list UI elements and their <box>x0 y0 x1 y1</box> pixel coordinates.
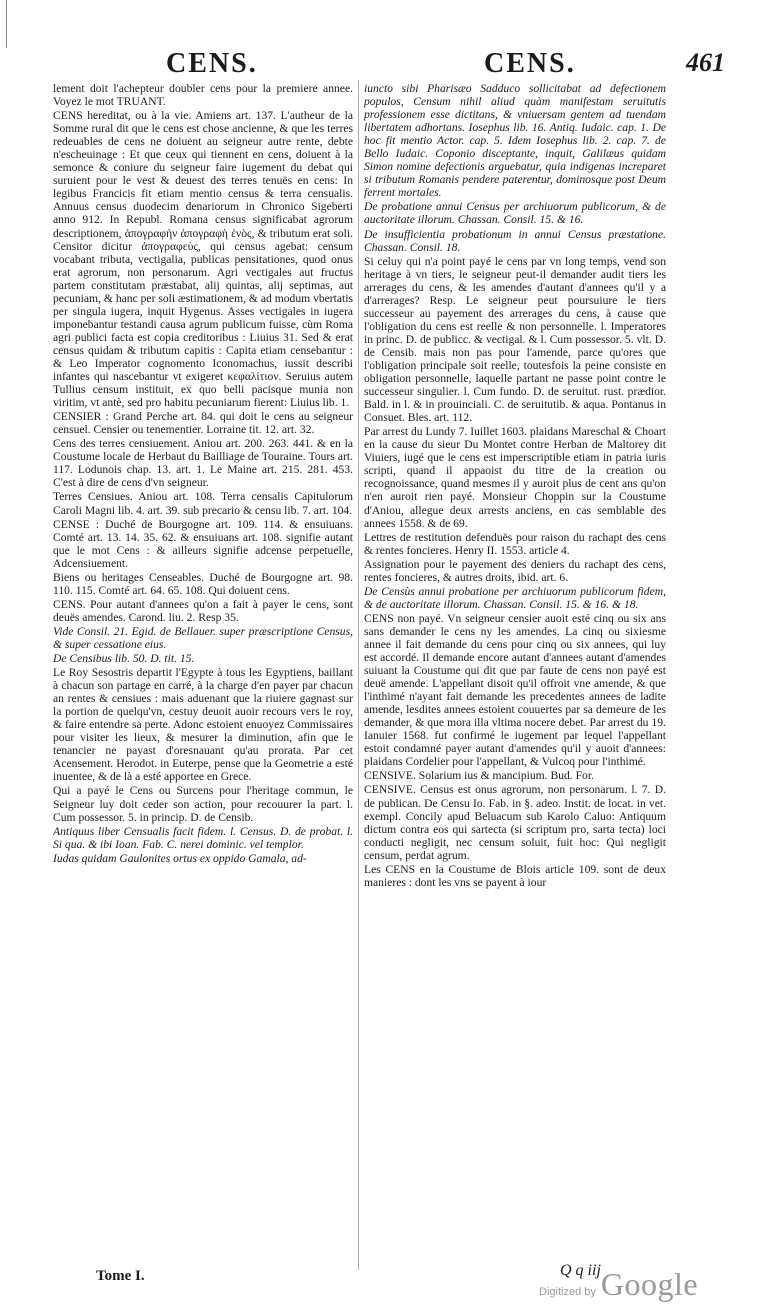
paragraph: CENS non payé. Vn seigneur censier auoit esté cinq ou six ans sans demander le cens ny les amendes. La cinq ou sixiesme annee il fait demande du cens pour cinq ou six annees, qui luy est accordé. Il demande encore autant d'annees autant d'amendes suiuant la Coustume qui dit que par faute de cens non payé est deuë amende. L'appellant disoit qu'il offroit vne amende, & que l'inthimé n'ayant fait demande les precedentes annees de ladite amende, lesdites annees estoient couuertes par sa demeure de les demander, & que mora illa vltima nocere debet. Par arrest du 19. Ianuier 1568. fut confirmé le iugement par lequel l'appellant estoit condamné payer autant d'amendes qu'il y auoit d'annees: plaidans Cordelier pour l'appellant, & Vulcoq pour l'inthimé. <box>364 611 666 769</box>
paragraph: CENSIER : Grand Perche art. 84. qui doit le cens au seigneur censuel. Censier ou tenementier. Lorraine tit. 12. art. 32. <box>53 410 353 437</box>
paragraph: Biens ou heritages Censeables. Duché de Bourgogne art. 98. 110. 115. Comté art. 64. 65. 108. Qui doiuent cens. <box>53 570 353 597</box>
paragraph: Si celuy qui n'a point payé le cens par vn long temps, vend son heritage à vn tiers, le seigneur peut-il demander audit tiers les arrerages du cens, & les amendes d'autant d'annees qu'il y a d'arrerages? Resp. Le seigneur peut poursuiure le tiers successeur au payement des arrerages du cens, à cause que l'obligation du cens est reelle & non personnelle. l. Imperatores in princ. D. de publicc. & vectigal. & l. Cum possessor. 5. vlt. D. de Censib. mais non pas pour l'amende, parce qu'ores que l'obligation principale soit reelle, toutesfois la peine consiste en obligation personnelle, laquelle partant ne passe point contre le successeur singulier. l. Cum fundo. D. de seruitut. rust. prædior. Bald. in l. & in prouinciali. C. de seruitutib. & aqua. Pontanus in Consuet. Bles. art. 112. <box>364 254 666 425</box>
paragraph: Vide Consil. 21. Egid. de Bellauer. super præscriptione Census, & super cessatione eius. <box>53 624 353 651</box>
right-running-head: CENS. <box>484 48 576 79</box>
paragraph: CENSIVE. Solarium ius & mancipium. Bud. For. <box>364 769 594 783</box>
paragraph: CENS hereditat, ou à la vie. Amiens art. 137. L'autheur de la Somme rural dit que le cens est chose ancienne, & que les terres redeuables de cens ne doiuent au seigneur autre rente, debte n'escheuinage : Et que ceux qui tiennent en cens, doiuent à la semonce & coniure du seigneur faire iugement du debat qui suruient pour le vest & deuest des terres tenuës en cens: In legibus Francicis fit etiam mentio census & terra censualis. Annuus census duodecim denariorum in Chronico Sigeberti anno 912. In Republ. Romana census significabat agrorum descriptionem, ἀπογραφὴν ἀπογραφὴ ἐνὸς, & tributum erat soli. Censitor dicitur ἀπογραφεὺς, qui census agebat: censum vocabant tributa, vectigalia, publicas pensitationes, quod onus erat agrorum, non personarum. Agri vectigales aut fructus partem constitutam præstabat, alij quintas, alij septimas, aut pecuniam, & hanc per soli æstimationem, & ad modum vbertatis per singula iugera, inquit Hygenus. Asses vectigales in iugera imponebantur testandi causa agrum publicum fuisse, cùm Roma agri publici facta est copia creditoribus : Liuius 31. Sed & erat census quidam & tributum capitis : Capita etiam censebantur : & Leo Imperator cognomento Iconomachus, iussit describi infantes qui nascebantur vt exigeret κεφαλίτιον. Seruius autem Tullius censum instituit, ex quo belli pacisque munia non viritim, vt antè, sed pro habitu pecuniarum fierent: Liuius lib. 1. <box>53 109 353 410</box>
page-number: 461 <box>686 48 725 77</box>
left-column <box>53 82 353 1272</box>
paragraph: De probatione annui Census per archiuorum publicorum, & de auctoritate illorum. Chassan. Consil. 15. & 16. <box>364 200 666 227</box>
paragraph: iuncto sibi Pharisæo Sadduco sollicitabat ad defectionem populos, Censum nihil aliud quàm manifestam seruitutis professionem esse dictitans, & vniuersam gentem ad tuendam libertatem adhortans. Iosephus lib. 16. Antiq. Iudaic. cap. 1. De hoc fit mentio Actor. cap. 5. Idem Iosephus lib. 2. cap. 7. de Bello Iudaic. Coponio disceptante, inquit, Galilæus quidam Simon nomine defectionis arguebatur, quia indigenas increparet si tributum Romanis pendere paterentur, dominosque post Deum ferrent mortales. <box>364 82 666 200</box>
right-column <box>364 82 666 1232</box>
column-divider <box>358 80 359 1270</box>
paragraph: Les CENS en la Coustume de Blois article 109. sont de deux manieres : dont les vns se payent à iour <box>364 862 666 889</box>
paragraph: Cens des terres censiuement. Aniou art. 200. 263. 441. & en la Coustume locale de Herbaut du Bailliage de Touraine. Tours art. 117. Lodunois chap. 13. art. 1. Le Maine art. 215. 281. 453. C'est à dire de cens d'vn seigneur. <box>53 437 353 490</box>
paragraph: CENSIVE. Census est onus agrorum, non personarum. l. 7. D. de publican. De Censu Io. Fab. in §. adeo. Instit. de locat. in vet. exempl. Concily apud Beluacum sub Karolo Caluo: Antiquum dictum contra eos qui sartecta (si scriptum pro, sarta tecta) loci conducti negligit, nec censum soluit, fuit hoc: Qui negligit censum, perdat agrum. <box>364 783 666 862</box>
paragraph: Lettres de restitution defenduës pour raison du rachapt des cens & rentes foncieres. Henry II. 1553. article 4. <box>364 530 666 557</box>
paragraph: Iudas quidam Gaulonites ortus ex oppido Gamala, ad- <box>53 851 307 865</box>
google-logo: Google <box>600 1266 699 1302</box>
paragraph: CENSE : Duché de Bourgogne art. 109. 114. & ensuiuans. Comté art. 13. 14. 35. 62. & ensuiuans art. 108. signifie autant que le mot Cens : & ailleurs signifie adcense perpetuelle, Adcensiuement. <box>53 517 353 570</box>
footer-tome: Tome I. <box>96 1268 145 1284</box>
margin-mark <box>6 0 7 48</box>
paragraph: De Censùs annui probatione per archiuorum publicorum fidem, & de auctoritate illorum. Chassan. Consil. 15. & 16. & 18. <box>364 584 666 611</box>
left-running-head: CENS. <box>166 48 258 79</box>
watermark-prefix: Digitized by <box>539 1286 596 1298</box>
signature-mark: Q q iij <box>560 1262 601 1279</box>
paragraph: Qui a payé le Cens ou Surcens pour l'heritage commun, le Seigneur luy doit ceder son action, pour recouurer la part. l. Cum possessor. 5. in princip. D. de Censib. <box>53 784 353 824</box>
paragraph: lement doit l'achepteur doubler cens pour la premiere annee. Voyez le mot TRUANT. <box>53 82 353 109</box>
paragraph: CENS. Pour autant d'annees qu'on a fait à payer le cens, sont deuës amendes. Carond. liu. 2. Resp 35. <box>53 597 353 624</box>
paragraph: De Censibus lib. 50. D. tit. 15. <box>53 652 195 666</box>
paragraph: Le Roy Sesostris departit l'Egypte à tous les Egyptiens, baillant à chacun son partage en carré, à la charge d'en payer par chacun an rentes & censiues : mais aduenant que la riuiere gagnast sur la portion de quelqu'vn, cestuy deuoit auoir recours vers le roy, & faire entendre sa perte. Adonc estoient enuoyez Commissaires pour visiter les lieux, & mesurer la diminution, afin que le tenancier ne payast d'oresnauant qu'au prorata. Par cet Acensement. Herodot. in Euterpe, pense que la Geometrie a esté inuentee, & de là a esté apportee en Grece. <box>53 666 353 784</box>
paragraph: De insufficientia probationum in annui Census præstatione. Chassan. Consil. 18. <box>364 227 666 254</box>
paragraph: Antiquus liber Censualis facit fidem. l. Census. D. de probat. l. Si qua. & ibi Ioan. Fab. C. nerei dominic. vel templor. <box>53 824 353 851</box>
paragraph: Terres Censiues. Aniou art. 108. Terra censalis Capitulorum Caroli Magni lib. 4. art. 39. sub precario & censu lib. 7. art. 104. <box>53 490 353 517</box>
paragraph: Assignation pour le payement des deniers du rachapt des cens, rentes foncieres, & autres droits, ibid. art. 6. <box>364 557 666 584</box>
digitized-watermark <box>539 1266 698 1303</box>
paragraph: Par arrest du Lundy 7. Iuillet 1603. plaidans Mareschal & Choart en la cause du sieur Du Montet contre Herban de Maltorey dit Viuiers, iugé que le cens est imperscriptible etiam in patria iuris scripti, quand il appaoist du titre de la creation ou recognoissance, quand mesmes il y auroit plus de cent ans qu'on n'en auroit rien payé. Monsieur Choppin sur la Coustume d'Aniou, allegue deux arrests anciens, en cas semblable des annees 1558. & de 69. <box>364 425 666 530</box>
